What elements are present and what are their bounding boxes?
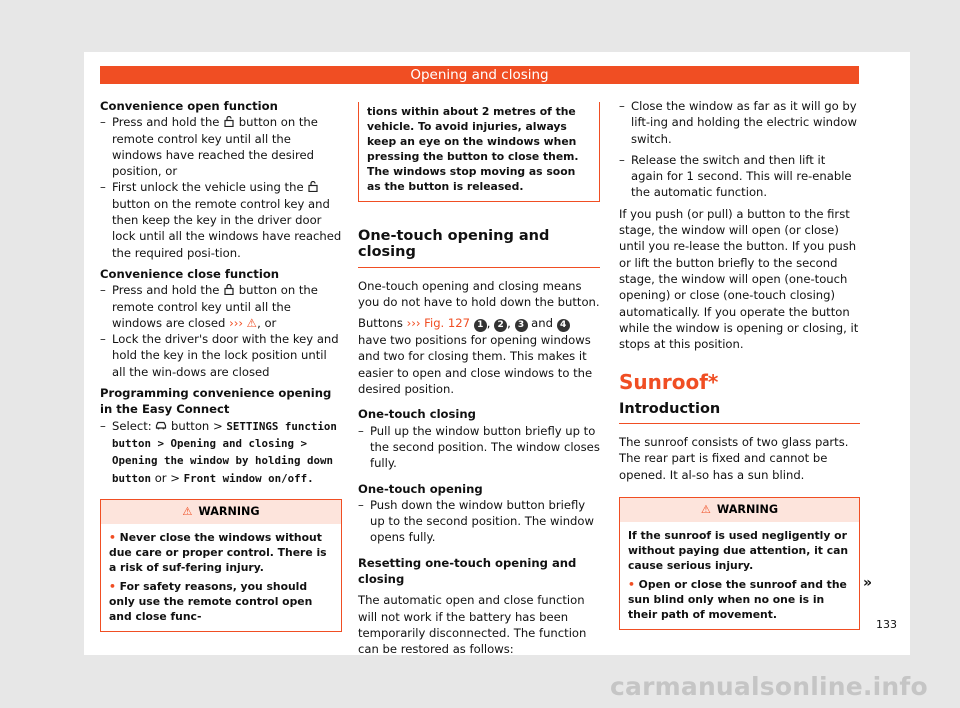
intro-title: Introduction: [619, 401, 860, 424]
warning-triangle-icon: ⚠: [700, 502, 711, 516]
reset-title: Resetting one-touch opening and closing: [358, 555, 577, 587]
prog-title: Programming convenience opening in the Easy Connect: [100, 386, 332, 417]
warning-box: [100, 499, 342, 632]
warning-body: tions within about 2 metres of the vehicle. To avoid injuries, always keep an eye on the windows when pressing the button to close them. The windows stop moving as soon as the button is released.: [367, 105, 579, 193]
warning-header: ⚠ WARNING: [620, 498, 859, 522]
warning-triangle-icon: ⚠: [182, 504, 193, 518]
callout-4: 4: [557, 319, 570, 332]
list-item: – Push down the window button briefly up to the second position. The window opens fully.: [358, 497, 600, 546]
closing-title: One-touch closing: [358, 407, 476, 422]
list-item: – Release the switch and then lift it again for 1 second. This will re-enable the automatic function.: [619, 152, 860, 201]
warning-body: [620, 522, 859, 629]
warning-box: [619, 497, 860, 630]
page-number: 133: [876, 618, 897, 631]
warning-header: ⚠ WARNING: [101, 500, 341, 524]
sunroof-title: Sunroof*: [619, 370, 719, 395]
conv-close-title: Convenience close function: [100, 266, 280, 281]
callout-2: 2: [494, 319, 507, 332]
list-item: – Press and hold the button on the remote control key until all the windows have reached the desired position, or: [100, 114, 342, 179]
stages-para: If you push (or pull) a button to the first stage, the window will open (or close) until you re-lease the button. If you push or lift the button briefly to the second stage, the window will open (one-touch opening) or close (one-touch closing) automatically. If you operate the button while the window is opening or closing, it stops at this position.: [619, 206, 859, 352]
watermark: carmanualsonline.info: [610, 672, 928, 701]
continue-mark: »: [863, 575, 873, 591]
warning-item: • Never close the windows without due care or proper control. There is a risk of suf-fering injury.: [109, 531, 327, 575]
onetouch-title: One-touch opening and closing: [358, 228, 600, 268]
page-header: Opening and closing: [100, 66, 859, 84]
unlock-icon: [307, 181, 319, 192]
warning-triangle-icon: ⚠: [246, 315, 258, 330]
list-item: – Select: button > SETTINGS function button > Opening and closing > Opening the window by holding down button or > Front window on/off.: [100, 418, 342, 487]
list-item: – Lock the driver's door with the key and hold the key in the lock position until all the win-dows are closed: [100, 331, 342, 380]
list-item: – First unlock the vehicle using the button on the remote control key and then keep the key in the driver door lock until all the windows have reached the required posi-tion.: [100, 179, 342, 260]
warning-item: • For safety reasons, you should only use the remote control open and close func-: [109, 580, 313, 624]
warning-box-continued: [358, 102, 600, 202]
column-3: [619, 98, 860, 630]
intro-para: The sunroof consists of two glass parts. The rear part is fixed and cannot be opened. It al-so has a sun blind.: [619, 435, 849, 482]
list-item: – Pull up the window button briefly up to the second position. The window closes fully.: [358, 423, 600, 472]
conv-open-title: Convenience open function: [100, 99, 278, 113]
unlock-icon: [223, 116, 235, 127]
column-1: [100, 98, 342, 632]
warning-body: [101, 524, 341, 631]
list-item: – Press and hold the button on the remote control key until all the windows are closed ››› ⚠, or: [100, 282, 342, 331]
crossref-arrow[interactable]: ›››: [229, 315, 243, 330]
lock-icon: [223, 284, 235, 295]
column-2: [358, 98, 600, 658]
car-icon: [155, 420, 167, 431]
figure-link[interactable]: ››› Fig. 127: [406, 316, 471, 331]
opening-title: One-touch opening: [358, 481, 483, 496]
onetouch-para: One-touch opening and closing means you do not have to hold down the button.: [358, 278, 600, 309]
buttons-para: Buttons ››› Fig. 127 1 , 2 , 3 and 4 have two positions for opening windows and two for closing them. This makes it easier to open and close windows to the desired position.: [358, 316, 593, 397]
list-item: – Close the window as far as it will go by lift-ing and holding the electric window switch.: [619, 98, 860, 147]
warning-item: • Open or close the sunroof and the sun blind only when no one is in their path of movement.: [628, 578, 847, 622]
callout-1: 1: [474, 319, 487, 332]
reset-para: The automatic open and close function will not work if the battery has been temporarily disconnected. The function can be restored as follows:: [358, 593, 587, 657]
warning-item: If the sunroof is used negligently or without paying due attention, it can cause serious injury.: [628, 529, 849, 573]
callout-3: 3: [515, 319, 528, 332]
